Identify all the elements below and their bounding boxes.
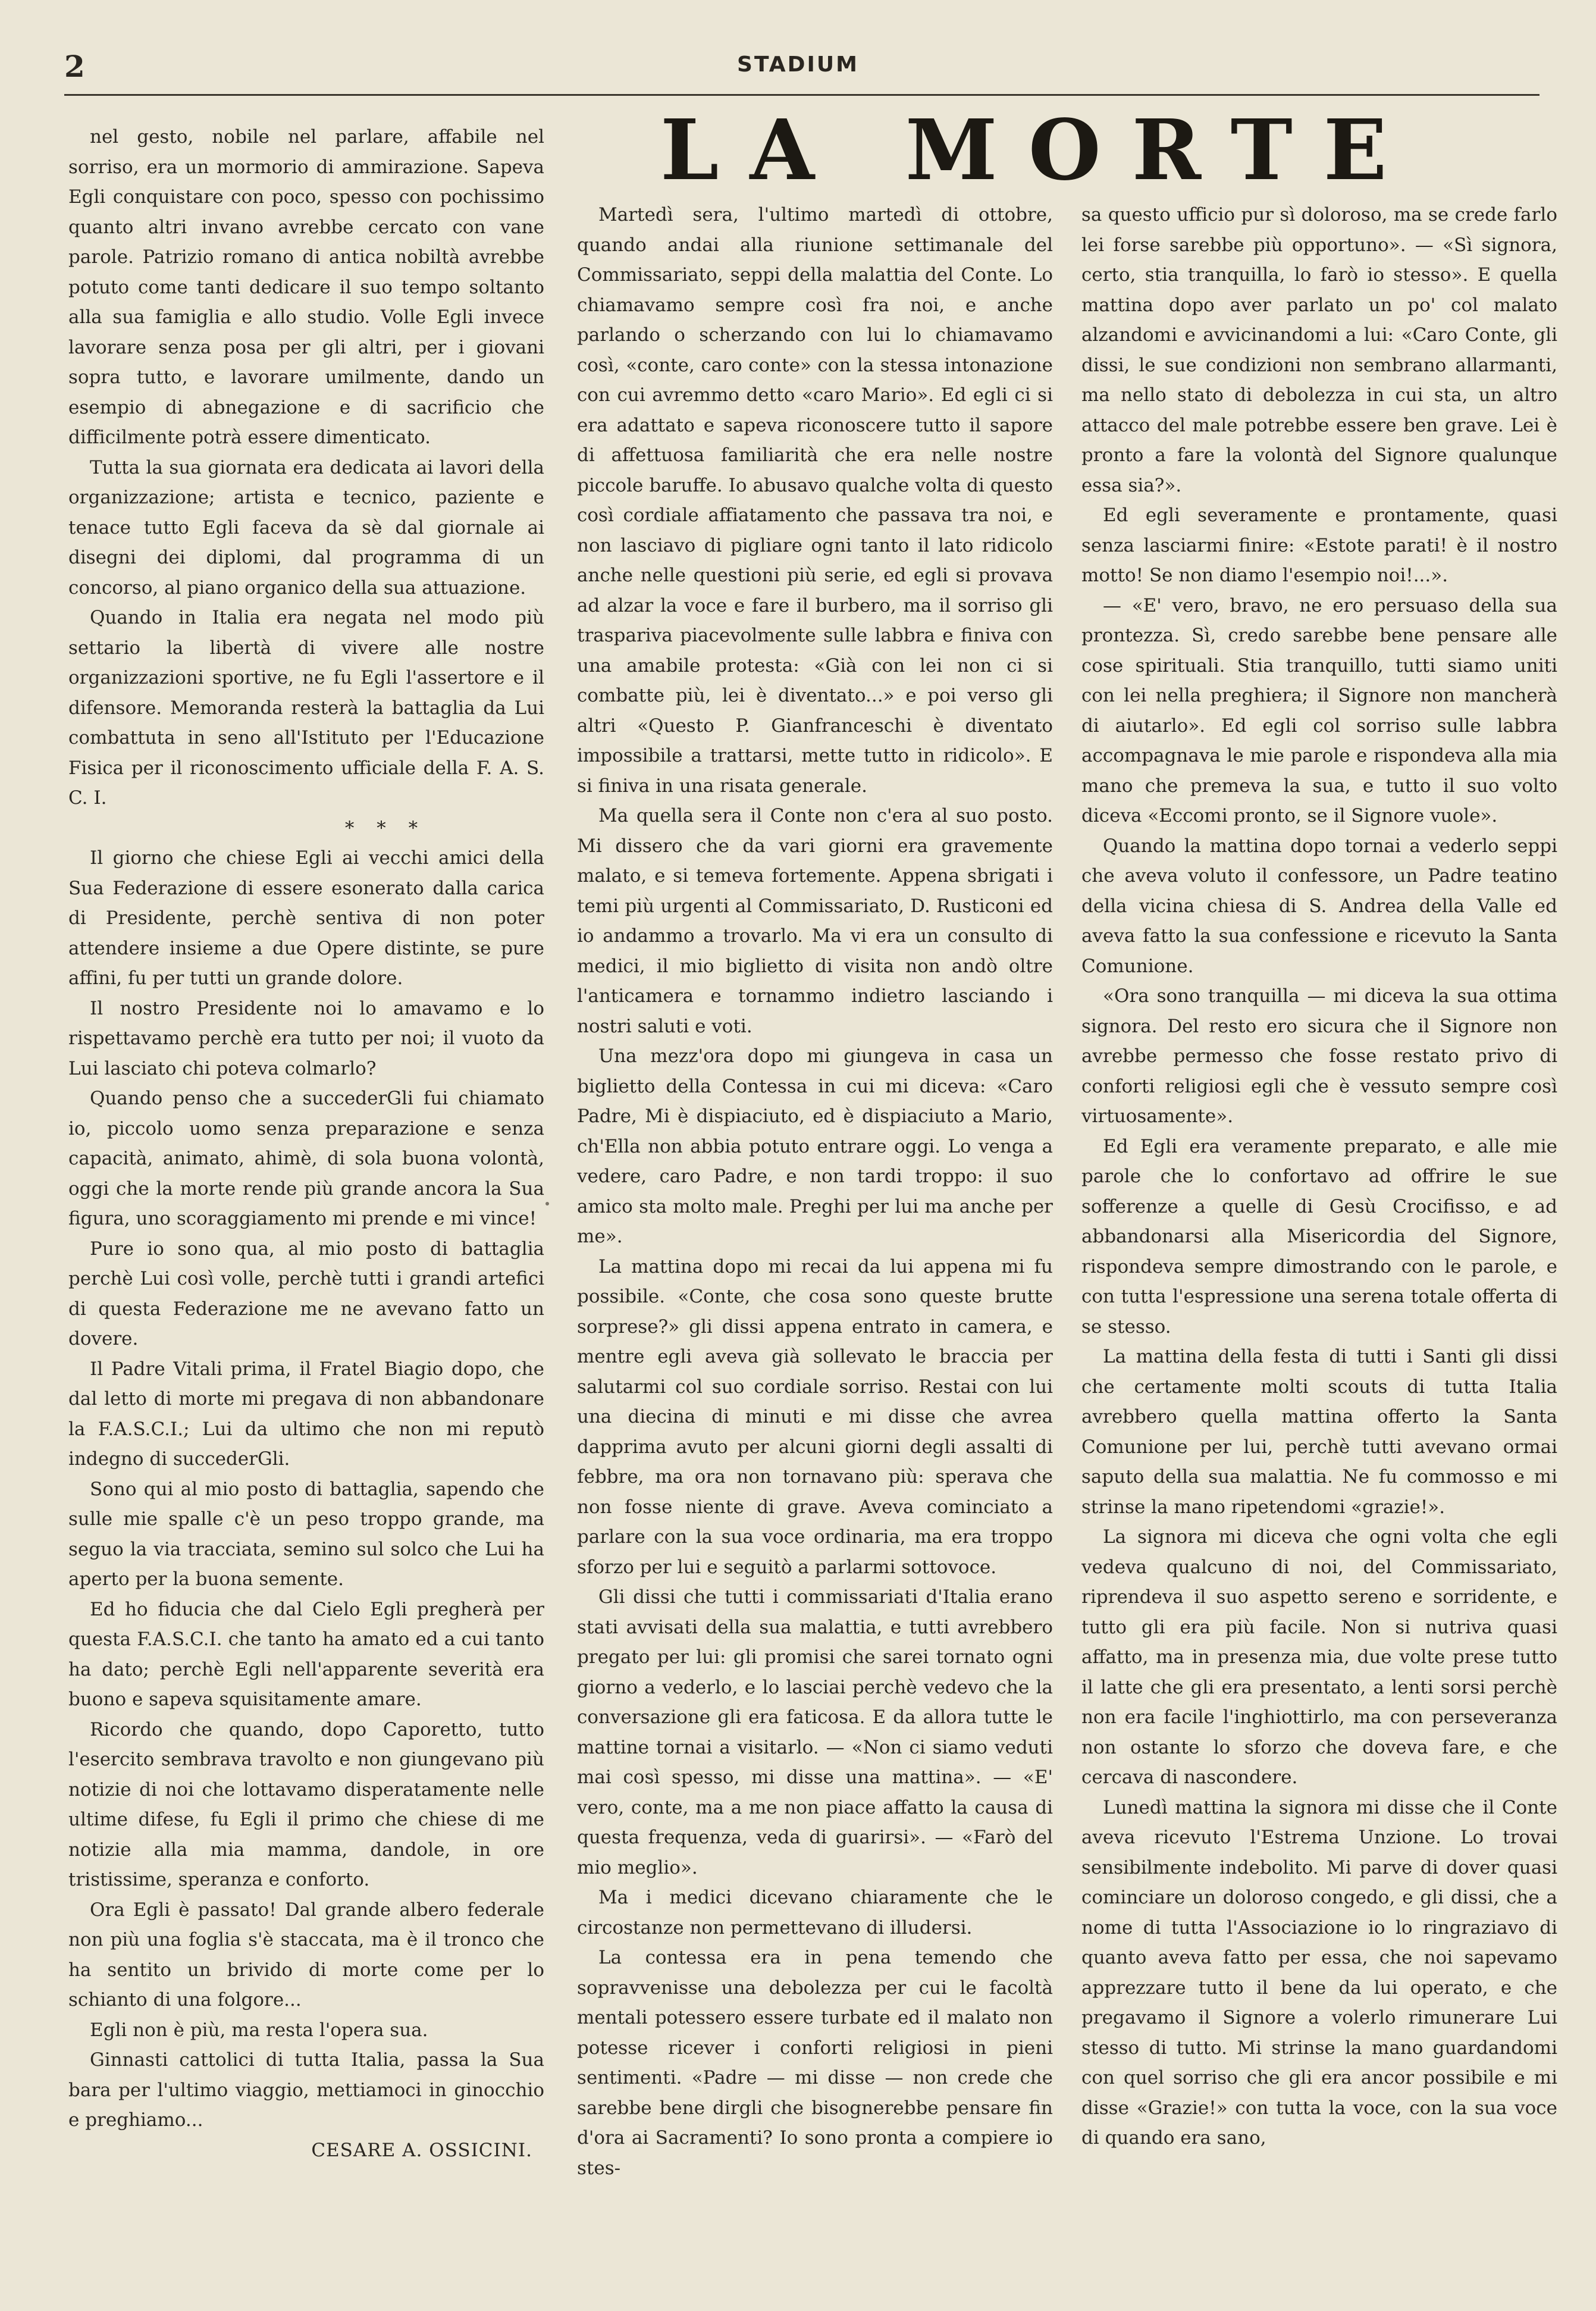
- running-head: STADIUM: [737, 52, 859, 77]
- page-number: 2: [64, 49, 85, 84]
- column-left: [68, 122, 544, 2165]
- paragraph: Sono qui al mio posto di battaglia, sapendo che sulle mie spalle c'è un peso troppo grande, ma seguo la via tracciata, semino sul solco che Lui ha aperto per la buona semente.: [68, 1478, 544, 1590]
- paragraph: nel gesto, nobile nel parlare, affabile nel sorriso, era un mormorio di ammirazione. Sapeva Egli conquistare con poco, spesso con pochissimo quanto altri invano avrebbe cercato con vane parole. Patrizio romano di antica nobiltà avrebbe potuto come tanti dedicare il suo tempo soltanto alla sua famiglia e allo studio. Volle Egli invece lavorare senza posa per gli altri, per i giovani sopra tutto, e lavorare umilmente, dando un esempio di abnegazione e di sacrificio che difficilmente potrà essere dimenticato.: [68, 126, 544, 448]
- paragraph: — «E' vero, bravo, ne ero persuaso della sua prontezza. Sì, credo sarebbe bene pensare alle cose spirituali. Stia tranquillo, tutti siamo uniti con lei nella preghiera; il Signore non mancherà di aiutarlo». Ed egli col sorriso sulle labbra accompagnava le mie parole e rispondeva alla mia mano che premeva la sua, e tutto il suo volto diceva «Eccomi pronto, se il Signore vuole».: [1081, 594, 1557, 826]
- paragraph: Ma i medici dicevano chiaramente che le circostanze non permettevano di illudersi.: [577, 1887, 1053, 1939]
- paper-speck: [545, 1202, 549, 1205]
- paragraph: Martedì sera, l'ultimo martedì di ottobre, quando andai alla riunione settimanale del Commissariato, seppi della malattia del Conte. Lo chiamavamo sempre così fra noi, e anche parlando o scherzando con lui lo chiamavamo così, «conte, caro conte» con la stessa intonazione con cui avremmo detto «caro Mario». Ed egli ci si era adattato e sapeva riconoscere tutto il sapore di affettuosa familiarità che era nelle nostre piccole baruffe. Io abusavo qualche volta di questo così cordiale affiatamento che passava tra noi, e non lasciavo di pigliare ogni tanto il lato ridicolo anche nelle questioni più serie, ed egli si provava ad alzar la voce e fare il burbero, ma il sorriso gli traspariva piacevolmente sulle labbra e finiva con una amabile protesta: «Già con lei non ci si combatte più, lei è diventato...» e poi verso gli altri «Questo P. Gianfranceschi è diventato impossibile a trattarsi, mette tutto in ridicolo». E si finiva in una risata generale.: [577, 204, 1053, 797]
- paragraph: Ed ho fiducia che dal Cielo Egli pregherà per questa F.A.S.C.I. che tanto ha amato ed a cui tanto ha dato; perchè Egli nell'apparente severità era buono e sapeva squisitamente amare.: [68, 1598, 544, 1710]
- header-rule: [64, 94, 1539, 96]
- paragraph: Ginnasti cattolici di tutta Italia, passa la Sua bara per l'ultimo viaggio, mettiamoci in ginocchio e preghiamo...: [68, 2049, 544, 2131]
- paragraph: Quando penso che a succederGli fui chiamato io, piccolo uomo senza preparazione e senza capacità, animato, ahimè, di sola buona volontà, oggi che la morte rende più grande ancora la Sua figura, uno scoraggiamento mi prende e mi vince!: [68, 1088, 544, 1229]
- paragraph: Il Padre Vitali prima, il Fratel Biagio dopo, che dal letto di morte mi pregava di non abbandonare la F.A.S.C.I.; Lui da ultimo che non mi reputò indegno di succederGli.: [68, 1358, 544, 1470]
- section-break: * * *: [344, 817, 427, 839]
- paragraph: sa questo ufficio pur sì doloroso, ma se crede farlo lei forse sarebbe più opportuno». — «Sì signora, certo, stia tranquilla, lo farò io stesso». E quella mattina dopo aver parlato un po' col malato alzandomi e avvicinandomi a lui: «Caro Conte, gli dissi, le sue condizioni non sembrano allarmanti, ma nello stato di debolezza in cui sta, un altro attacco del male potrebbe essere ben grave. Lei è pronto a fare la volontà del Signore qualunque essa sia?».: [1081, 204, 1557, 496]
- paragraph: Il giorno che chiese Egli ai vecchi amici della Sua Federazione di essere esonerato dalla carica di Presidente, perchè sentiva di non poter attendere insieme a due Opere distinte, se pure affini, fu per tutti un grande dolore.: [68, 847, 544, 989]
- paragraph: Ma quella sera il Conte non c'era al suo posto. Mi dissero che da vari giorni era gravemente malato, e si temeva fortemente. Appena sbrigati i temi più urgenti al Commissariato, D. Rusticoni ed io andammo a trovarlo. Ma vi era un consulto di medici, il mio biglietto di visita non andò oltre l'anticamera e tornammo indietro lasciando i nostri saluti e voti.: [577, 805, 1053, 1037]
- paragraph: Ed egli severamente e prontamente, quasi senza lasciarmi finire: «Estote parati! è il nostro motto! Se non diamo l'esempio noi!...».: [1081, 505, 1557, 586]
- paragraph: Tutta la sua giornata era dedicata ai lavori della organizzazione; artista e tecnico, paziente e tenace tutto Egli faceva da sè dal giornale ai disegni dei diplomi, dal programma di un concorso, al piano organico della sua attuazione.: [68, 456, 544, 599]
- paragraph: Ed Egli era veramente preparato, e alle mie parole che lo confortavo ad offrire le sue sofferenze a quelle di Gesù Crocifisso, e ad abbandonarsi alla Misericordia del Signore, rispondeva sempre dimostrando con le parole, e con tutta l'espressione una serena totale offerta di se stesso.: [1081, 1135, 1557, 1338]
- article-headline: LA MORTE: [660, 102, 1418, 199]
- paragraph: La mattina della festa di tutti i Santi gli dissi che certamente molti scouts di tutta Italia avrebbero quella mattina offerto la Santa Comunione per lui, perchè tutti avevano ormai saputo della sua malattia. Ne fu commosso e mi strinse la mano ripetendomi «grazie!».: [1081, 1346, 1557, 1518]
- paragraph: Una mezz'ora dopo mi giungeva in casa un biglietto della Contessa in cui mi diceva: «Caro Padre, Mi è dispiaciuto, ed è dispiaciuto a Mario, ch'Ella non abbia potuto entrare oggi. Lo venga a vedere, caro Padre, e non tardi troppo: il suo amico sta molto male. Preghi per lui ma anche per me».: [577, 1045, 1053, 1247]
- paragraph: Lunedì mattina la signora mi disse che il Conte aveva ricevuto l'Estrema Unzione. Lo trovai sensibilmente indebolito. Mi parve di dover quasi cominciare un doloroso congedo, e gli dissi, che a nome di tutta l'Associazione io lo ringraziavo di quanto aveva fatto per essa, che noi sapevamo apprezzare tutto il bene da lui operato, e che pregavamo il Signore a volerlo rimunerare Lui stesso di tutto. Mi strinse la mano guardandomi con quel sorriso che gli era ancor possibile e mi disse «Grazie!» con tutta la voce, con la sua voce di quando era sano,: [1081, 1796, 1557, 2149]
- paragraph: Egli non è più, ma resta l'opera sua.: [90, 2019, 428, 2041]
- paragraph: Quando la mattina dopo tornai a vederlo seppi che aveva voluto il confessore, un Padre teatino della vicina chiesa di S. Andrea della Valle ed aveva fatto la sua confessione e ricevuto la Santa Comunione.: [1081, 835, 1557, 977]
- paragraph: «Ora sono tranquilla — mi diceva la sua ottima signora. Del resto ero sicura che il Signore non avrebbe permesso che fosse restato privo di conforti religiosi egli che è vessuto sempre così virtuosamente».: [1081, 985, 1557, 1127]
- author-signature: CESARE A. OSSICINI.: [311, 2139, 532, 2161]
- column-right: [1081, 200, 1557, 2153]
- paragraph: Gli dissi che tutti i commissariati d'Italia erano stati avvisati della sua malattia, e tutti avrebbero pregato per lui: gli promisi che sarei tornato ogni giorno a vederlo, e lo lasciai perchè vedevo che la conversazione gli era faticosa. E da allora tutte le mattine tornai a visitarlo. — «Non ci siamo veduti mai così spesso, mi disse una mattina». — «E' vero, conte, ma a me non piace affatto la causa di questa frequenza, veda di guarirsi». — «Farò del mio meglio».: [577, 1586, 1053, 1878]
- paragraph: Pure io sono qua, al mio posto di battaglia perchè Lui così volle, perchè tutti i grandi artefici di questa Federazione me ne avevano fatto un dovere.: [68, 1238, 544, 1349]
- paragraph: La contessa era in pena temendo che sopravvenisse una debolezza per cui le facoltà mentali potessero essere turbate ed il malato non potesse ricever i conforti religiosi in pieni sentimenti. «Padre — mi disse — non crede che sarebbe bene dirgli che bisognerebbe pensare fin d'ora ai Sacramenti? Io sono pronta a compiere io stes-: [577, 1947, 1053, 2179]
- paragraph: La signora mi diceva che ogni volta che egli vedeva qualcuno di noi, del Commissariato, riprendeva il suo aspetto sereno e sorridente, e tutto gli era più facile. Non si nutriva quasi affatto, ma in presenza mia, due volte prese tutto il latte che gli era presentato, a lenti sorsi perchè non era facile l'inghiottirlo, ma con perseveranza non ostante lo sforzo che doveva fare, e che cercava di nascondere.: [1081, 1526, 1557, 1788]
- paragraph: Ricordo che quando, dopo Caporetto, tutto l'esercito sembrava travolto e non giungevano più notizie di noi che lottavamo disperatamente nelle ultime difese, fu Egli il primo che chiese di me notizie alla mia mamma, dandole, in ore tristissime, speranza e conforto.: [68, 1718, 544, 1890]
- column-middle: [577, 200, 1053, 2183]
- paragraph: La mattina dopo mi recai da lui appena mi fu possibile. «Conte, che cosa sono queste brutte sorprese?» gli dissi appena entrato in camera, e mentre egli aveva già sollevato le braccia per salutarmi col suo cordiale sorriso. Restai con lui una diecina di minuti e mi disse che avrea dapprima avuto per alcuni giorni degli assalti di febbre, ma ora non tornavano più: sperava che non fosse niente di grave. Aveva cominciato a parlare con la sua voce ordinaria, ma era troppo sforzo per lui e seguitò a parlarmi sottovoce.: [577, 1255, 1053, 1578]
- paragraph: Il nostro Presidente noi lo amavamo e lo rispettavamo perchè era tutto per noi; il vuoto da Lui lasciato chi poteva colmarlo?: [68, 997, 544, 1079]
- paragraph: Quando in Italia era negata nel modo più settario la libertà di vivere alle nostre organizzazioni sportive, ne fu Egli l'assertore e il difensore. Memoranda resterà la battaglia da Lui combattuta in seno all'Istituto per l'Educazione Fisica per il riconoscimento ufficiale della F. A. S. C. I.: [68, 607, 544, 809]
- paragraph: Ora Egli è passato! Dal grande albero federale non più una foglia s'è staccata, ma è il tronco che ha sentito un brivido di morte come per lo schianto di una folgore...: [68, 1899, 544, 2011]
